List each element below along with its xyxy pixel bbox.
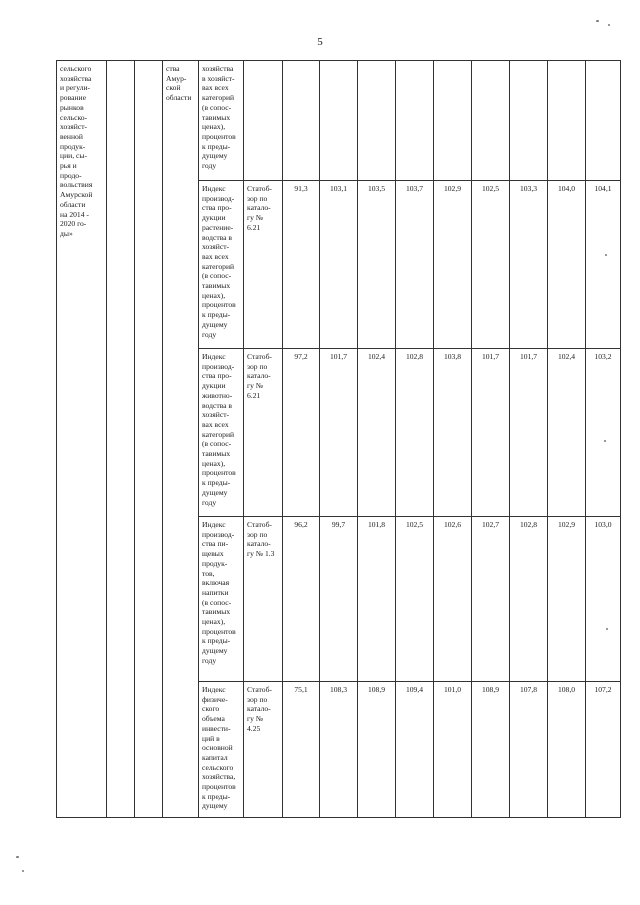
value-cell: 108,0 [548,682,586,818]
value-cell [472,61,510,181]
value-cell: 102,7 [472,517,510,682]
indicator-name-cell: Индекс производ- ства про- дукции животно- водства в хозяйст- вах всех категорий (в сопос- тавимых ценах), процентов к преды- дущему году [199,349,244,517]
table-row [57,61,621,181]
indicator-name-cell: Индекс физиче- ского объема инвести- ций в основной капитал сельского хозяйства, процентов к преды- дущему [199,682,244,818]
source-cell: Статоб- зор по катало- гу № 1.3 [244,517,283,682]
scan-speck [606,628,608,630]
indicator-name-cell: Индекс производ- ства про- дукции растение- водства в хозяйст- вах всех категорий (в сопос- тавимых ценах), процентов к преды- дущему году [199,181,244,349]
value-cell [396,61,434,181]
source-cell [244,61,283,181]
indicator-name-cell: хозяйства в хозяйст- вах всех категорий (в сопос- тавимых ценах), процентов к преды- дущему году [199,61,244,181]
source-cell: Статоб- зор по катало- гу № 4.25 [244,682,283,818]
value-cell [320,61,358,181]
value-cell: 101,7 [472,349,510,517]
value-cell [548,61,586,181]
source-cell: Статоб- зор по катало- гу № 6.21 [244,181,283,349]
value-cell: 108,9 [358,682,396,818]
value-cell: 108,9 [472,682,510,818]
value-cell: 102,4 [548,349,586,517]
value-cell: 102,6 [434,517,472,682]
value-cell: 102,5 [472,181,510,349]
value-cell: 102,5 [396,517,434,682]
value-cell: 102,8 [396,349,434,517]
value-cell: 99,7 [320,517,358,682]
value-cell: 101,8 [358,517,396,682]
program-name-cell: сельского хозяйства и регули- рование рынков сельско- хозяйст- венной продук- ции, сы- рья и продо- вольствия Амурской области на 2014 - 2020 го- ды» [57,61,107,818]
value-cell: 108,3 [320,682,358,818]
page-number: 5 [317,36,323,48]
value-cell: 104,0 [548,181,586,349]
scan-speck [596,20,599,22]
value-cell: 103,8 [434,349,472,517]
value-cell: 103,7 [396,181,434,349]
empty-cell [107,61,135,818]
indicator-name-cell: Индекс производ- ства пи- щевых продук- тов, включая напитки (в сопос- тавимых ценах), процентов к преды- дущему году [199,517,244,682]
value-cell [434,61,472,181]
value-cell: 102,4 [358,349,396,517]
scan-speck [605,254,607,256]
scan-speck [22,870,24,872]
scan-speck [608,24,610,26]
responsible-executor-cell: ства Амур- ской области [163,61,199,818]
value-cell: 103,5 [358,181,396,349]
value-cell: 107,8 [510,682,548,818]
value-cell: 103,2 [586,349,621,517]
value-cell: 91,3 [283,181,320,349]
value-cell: 103,0 [586,517,621,682]
value-cell: 103,3 [510,181,548,349]
value-cell: 75,1 [283,682,320,818]
value-cell [358,61,396,181]
value-cell: 107,2 [586,682,621,818]
value-cell: 101,7 [510,349,548,517]
value-cell: 101,0 [434,682,472,818]
value-cell [586,61,621,181]
value-cell: 104,1 [586,181,621,349]
source-cell: Статоб- зор по катало- гу № 6.21 [244,349,283,517]
value-cell: 101,7 [320,349,358,517]
empty-cell [135,61,163,818]
value-cell: 102,8 [510,517,548,682]
value-cell: 102,9 [434,181,472,349]
value-cell: 102,9 [548,517,586,682]
scan-speck [604,440,606,442]
value-cell: 97,2 [283,349,320,517]
scan-speck [16,856,19,858]
value-cell [510,61,548,181]
program-indicators-table [56,60,621,818]
value-cell: 109,4 [396,682,434,818]
value-cell [283,61,320,181]
value-cell: 103,1 [320,181,358,349]
value-cell: 96,2 [283,517,320,682]
